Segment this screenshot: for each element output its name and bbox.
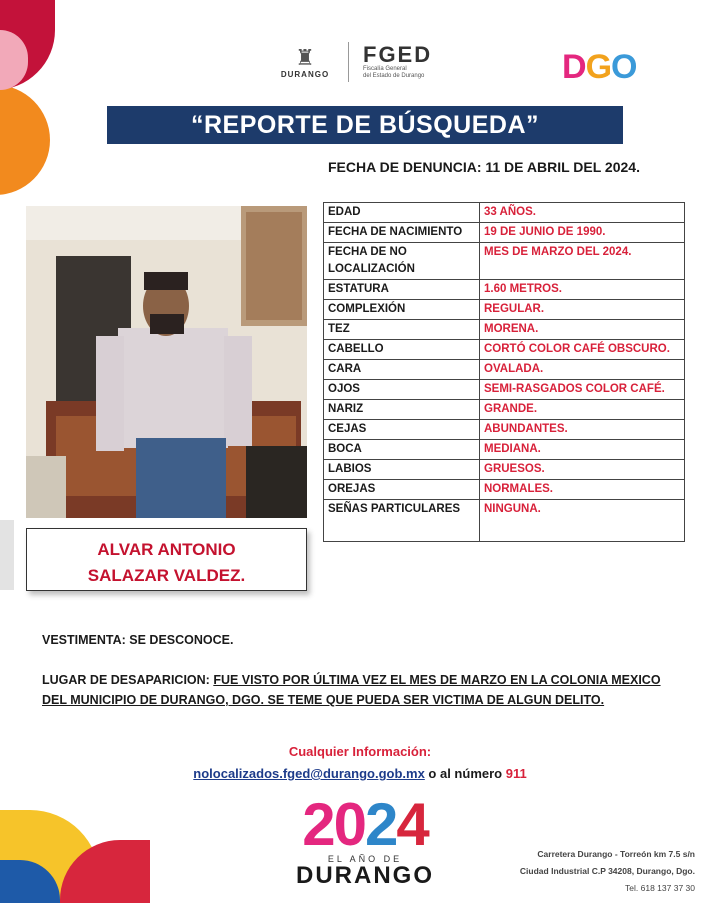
clothing-info: VESTIMENTA: SE DESCONOCE. bbox=[42, 633, 234, 647]
header-divider bbox=[348, 42, 349, 82]
table-row: CEJAS ABUNDANTES. bbox=[324, 420, 685, 440]
table-row: OJOS SEMI-RASGADOS COLOR CAFÉ. bbox=[324, 380, 685, 400]
table-row: EDAD 33 AÑOS. bbox=[324, 203, 685, 223]
year-of-durango-logo: 2024 EL AÑO DE DURANGO bbox=[296, 791, 434, 889]
table-row: LABIOS GRUESOS. bbox=[324, 460, 685, 480]
table-row: FECHA DE NO LOCALIZACIÓN MES DE MARZO DEL 2024. bbox=[324, 243, 685, 280]
traits-table bbox=[323, 202, 685, 542]
table-row: OREJAS NORMALES. bbox=[324, 480, 685, 500]
durango-crest-logo: ♜ DURANGO bbox=[270, 46, 340, 79]
contact-title: Cualquier Información: bbox=[288, 744, 432, 759]
report-date: FECHA DE DENUNCIA: 11 DE ABRIL DEL 2024. bbox=[328, 159, 640, 175]
decor-shape-orange bbox=[0, 85, 50, 195]
contact-email-link[interactable]: nolocalizados.fged@durango.gob.mx bbox=[193, 766, 425, 781]
person-name: ALVAR ANTONIO SALAZAR VALDEZ. bbox=[26, 528, 307, 591]
table-row: SEÑAS PARTICULARES NINGUNA. bbox=[324, 500, 685, 542]
missing-person-photo bbox=[26, 206, 307, 518]
table-row: TEZ MORENA. bbox=[324, 320, 685, 340]
table-row: CABELLO CORTÓ COLOR CAFÉ OBSCURO. bbox=[324, 340, 685, 360]
office-address: Carretera Durango - Torreón km 7.5 s/n Ciudad Industrial C.P 34208, Durango, Dgo. Tel. 618 137 37 30 bbox=[519, 849, 695, 893]
header-logos bbox=[270, 42, 432, 82]
table-row: BOCA MEDIANA. bbox=[324, 440, 685, 460]
contact-phone: 911 bbox=[505, 766, 527, 781]
table-row: NARIZ GRANDE. bbox=[324, 400, 685, 420]
crest-icon: ♜ bbox=[295, 44, 315, 70]
table-row: FECHA DE NACIMIENTO 19 DE JUNIO DE 1990. bbox=[324, 223, 685, 243]
table-row: ESTATURA 1.60 METROS. bbox=[324, 280, 685, 300]
page-title: “REPORTE DE BÚSQUEDA” bbox=[107, 106, 623, 144]
fged-logo: FGED Fiscalía General del Estado de Durango bbox=[363, 42, 433, 79]
table-row: COMPLEXIÓN REGULAR. bbox=[324, 300, 685, 320]
contact-line: nolocalizados.fged@durango.gob.mx o al número 911 bbox=[193, 766, 527, 781]
table-row: CARA OVALADA. bbox=[324, 360, 685, 380]
decor-shape-grey bbox=[0, 520, 14, 590]
dgo-logo: DGO bbox=[562, 48, 637, 86]
disappearance-place: LUGAR DE DESAPARICION: FUE VISTO POR ÚLTIMA VEZ EL MES DE MARZO EN LA COLONIA MEXICO DEL MUNICIPIO DE DURANGO, DGO. SE TEME QUE PUEDA SER VICTIMA DE ALGUN DELITO. bbox=[42, 673, 661, 707]
